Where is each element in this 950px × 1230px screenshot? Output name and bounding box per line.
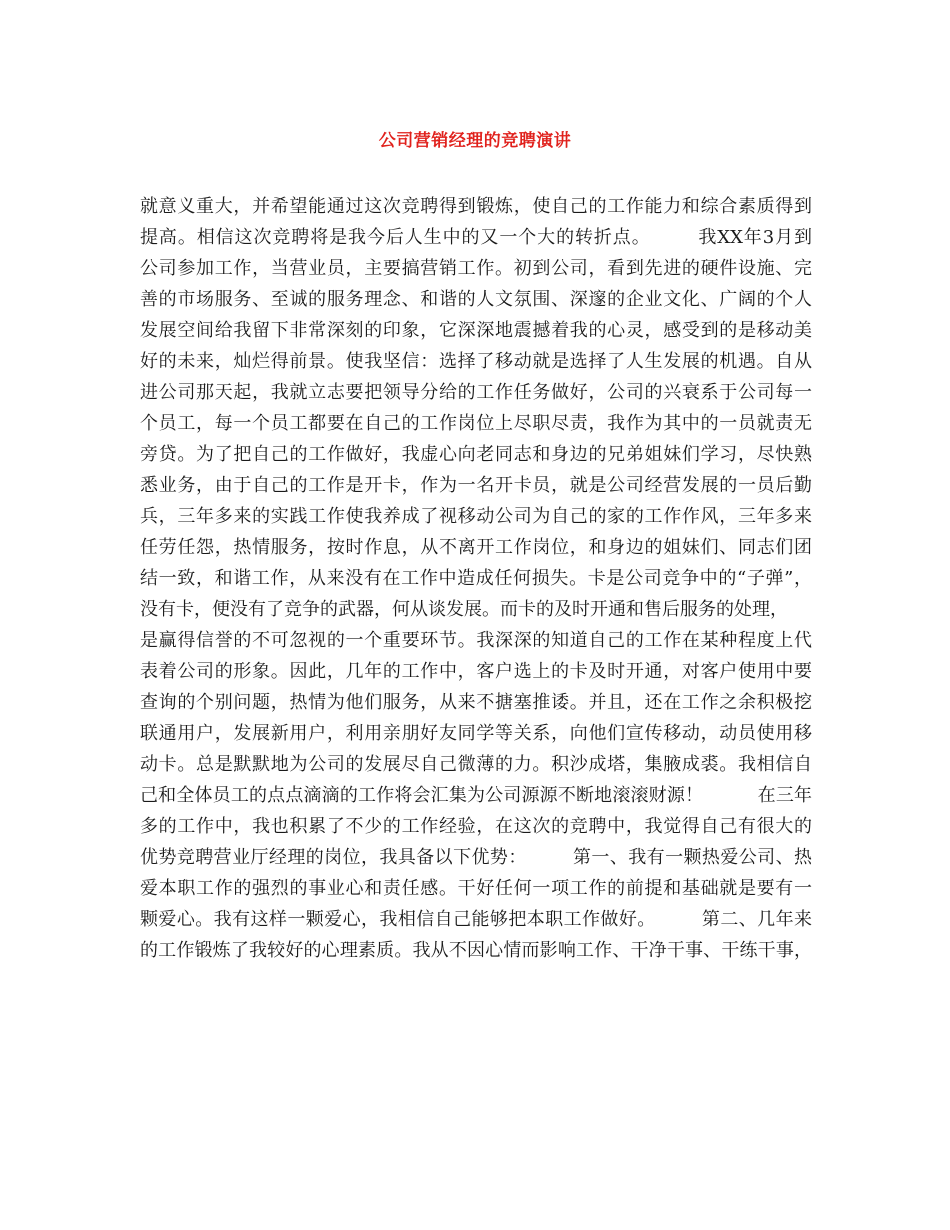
body-line: 动卡。总是默默地为公司的发展尽自己微薄的力。积沙成塔，集腋成裘。我相信自: [140, 754, 812, 775]
body-line: 悉业务，由于自己的工作是开卡，作为一名开卡员，就是公司经营发展的一员后勤: [140, 475, 812, 496]
body-line: 结一致，和谐工作，从来没有在工作中造成任何损失。卡是公司竞争中的“子弹”，: [140, 568, 812, 589]
document-title: 公司营销经理的竞聘演讲: [378, 131, 572, 151]
body-line: 表着公司的形象。因此，几年的工作中，客户选上的卡及时开通，对客户使用中要: [140, 661, 812, 682]
body-line: 任劳任怨，热情服务，按时作息，从不离开工作岗位，和身边的姐妹们、同志们团: [140, 537, 812, 558]
body-line: 颗爱心。我有这样一颗爱心，我相信自己能够把本职工作做好。 第二、几年来: [140, 909, 812, 930]
body-line: 没有卡，便没有了竞争的武器，何从谈发展。而卡的及时开通和售后服务的处理，: [140, 599, 788, 620]
body-line: 的工作锻炼了我较好的心理素质。我从不因心情而影响工作、干净干事、干练干事，: [140, 940, 812, 961]
body-line: 公司参加工作，当营业员，主要搞营销工作。初到公司，看到先进的硬件设施、完: [140, 258, 812, 279]
body-line: 优势竞聘营业厅经理的岗位，我具备以下优势： 第一、我有一颗热爱公司、热: [140, 847, 812, 868]
body-line: 进公司那天起，我就立志要把领导分给的工作任务做好，公司的兴衰系于公司每一: [140, 382, 812, 403]
body-line: 提高。相信这次竞聘将是我今后人生中的又一个大的转折点。 我XX年3月到: [140, 227, 812, 248]
document-body: [140, 191, 812, 966]
body-line: 联通用户，发展新用户，利用亲朋好友同学等关系，向他们宣传移动，动员使用移: [140, 723, 812, 744]
body-line: 好的未来，灿烂得前景。使我坚信：选择了移动就是选择了人生发展的机遇。自从: [140, 351, 812, 372]
body-line: 多的工作中，我也积累了不少的工作经验，在这次的竞聘中，我觉得自己有很大的: [140, 816, 812, 837]
body-line: 发展空间给我留下非常深刻的印象，它深深地震撼着我的心灵，感受到的是移动美: [140, 320, 812, 341]
body-line: 就意义重大，并希望能通过这次竞聘得到锻炼，使自己的工作能力和综合素质得到: [140, 196, 812, 217]
body-line: 个员工，每一个员工都要在自己的工作岗位上尽职尽责，我作为其中的一员就责无: [140, 413, 812, 434]
body-line: 是赢得信誉的不可忽视的一个重要环节。我深深的知道自己的工作在某种程度上代: [140, 630, 812, 651]
body-line: 兵，三年多来的实践工作使我养成了视移动公司为自己的家的工作作风，三年多来: [140, 506, 812, 527]
body-line: 查询的个别问题，热情为他们服务，从来不搪塞推诿。并且，还在工作之余积极挖: [140, 692, 812, 713]
body-line: 爱本职工作的强烈的事业心和责任感。干好任何一项工作的前提和基础就是要有一: [140, 878, 812, 899]
body-line: 旁贷。为了把自己的工作做好，我虚心向老同志和身边的兄弟姐妹们学习，尽快熟: [140, 444, 812, 465]
body-line: 己和全体员工的点点滴滴的工作将会汇集为公司源源不断地滚滚财源！ 在三年: [140, 785, 812, 806]
body-line: 善的市场服务、至诚的服务理念、和谐的人文氛围、深邃的企业文化、广阔的个人: [140, 289, 812, 310]
